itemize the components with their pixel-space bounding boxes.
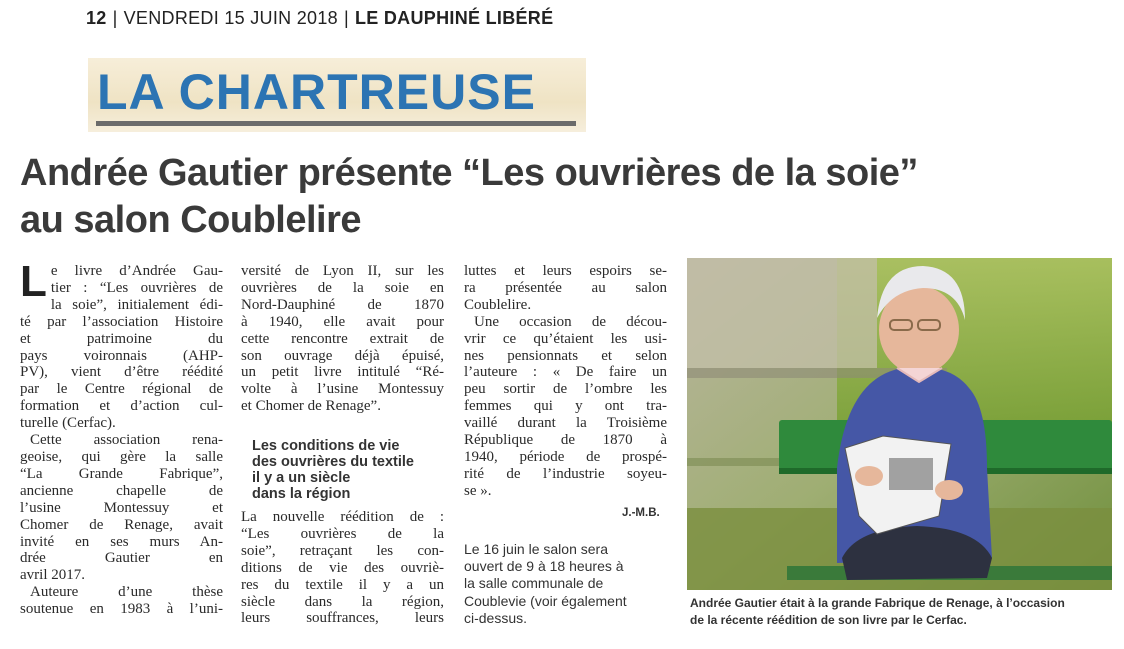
article-photo — [687, 258, 1112, 590]
text-line: son ouvrage déjà épuisé, — [241, 347, 444, 364]
text-line: avril 2017. — [20, 567, 85, 584]
event-info — [464, 541, 669, 627]
text-line: turelle (Cerfac). — [20, 415, 116, 432]
text-line: Cette association rena- — [30, 432, 223, 449]
text-line: Auteure d’une thèse — [30, 584, 223, 601]
text-line: la soie”, initialement édi- — [50, 296, 223, 313]
article-headline — [20, 150, 1020, 244]
article-column-1 — [20, 257, 223, 618]
text-line: soie”, retraçant les con- — [241, 542, 444, 559]
text-line: luttes et leurs espoirs se- — [464, 263, 667, 279]
publication-date: VENDREDI 15 JUIN 2018 — [123, 8, 338, 28]
text-line: Nord-Dauphiné de 1870 — [241, 296, 444, 313]
text-line: Coublelire. — [464, 296, 532, 313]
info-line: ouvert de 9 à 18 heures à — [464, 558, 624, 575]
text-line: vaillé durant la Troisième — [464, 415, 667, 432]
info-line: ci-dessus. — [464, 609, 528, 626]
text-line: tier : “Les ouvrières de — [50, 279, 223, 296]
drop-cap: L — [20, 257, 47, 306]
subheading-line: dans la région — [252, 486, 351, 502]
headline-line: Andrée Gautier présente “Les ouvrières de la soie” — [20, 152, 918, 194]
text-line: La nouvelle réédition de : — [241, 509, 444, 525]
page-number: 12 — [86, 8, 107, 28]
text-line: rité de l’industrie soyeu- — [464, 465, 667, 482]
photo-caption — [690, 595, 1110, 629]
text-line: PV), vient d’être réédité — [20, 364, 223, 381]
text-line: nes pensionnats et selon — [464, 347, 667, 364]
text-line: vrir ce qu’étaient les usi- — [464, 330, 667, 347]
text-line: République de 1870 à — [464, 432, 667, 449]
page-masthead — [86, 8, 553, 29]
section-underline — [96, 121, 576, 126]
text-line: ra présentée au salon — [464, 279, 667, 296]
info-line: Coublevie (voir également — [464, 592, 627, 609]
article-column-2-continued — [241, 509, 444, 627]
info-line: Le 16 juin le salon sera — [464, 541, 608, 557]
text-line: par le Centre régional de — [20, 381, 223, 398]
text-line: à 1940, elle avait pour — [241, 313, 444, 330]
section-title: LA CHARTREUSE — [97, 64, 536, 120]
text-line: et Chomer de Renage”. — [241, 398, 381, 415]
text-line: femmes qui y ont tra- — [464, 398, 667, 415]
text-line: 1940, période de prospé- — [464, 448, 667, 465]
text-line: cette rencontre extrait de — [241, 330, 444, 347]
headline-line: au salon Coublelire — [20, 199, 362, 241]
text-line: siècle dans la région, — [241, 593, 444, 610]
newspaper-name: LE DAUPHINÉ LIBÉRÉ — [354, 8, 554, 28]
text-line: invité en ses murs An- — [20, 533, 223, 550]
masthead-separator: | — [112, 8, 118, 28]
text-line: ancienne chapelle de — [20, 482, 223, 499]
text-line: “Les ouvrières de la — [241, 525, 444, 542]
text-line: et patrimoine du — [20, 330, 223, 347]
text-line: ouvrières de la soie en — [241, 279, 444, 296]
text-line: res du textile il y a un — [241, 576, 444, 593]
photo-illustration — [687, 258, 1112, 590]
text-line: geoise, qui gère la salle — [20, 448, 223, 465]
text-line: Chomer de Renage, avait — [20, 516, 223, 533]
text-line: “La Grande Fabrique”, — [20, 465, 223, 482]
text-line: soutenue en 1983 à l’uni- — [20, 601, 223, 618]
text-line: leurs souffrances, leurs — [241, 610, 444, 627]
text-line: l’usine Montessuy et — [20, 499, 223, 516]
text-line: formation et d’action cul- — [20, 398, 223, 415]
text-line: ditions de vie des ouvriè- — [241, 559, 444, 576]
text-line: volte à l’usine Montessuy — [241, 381, 444, 398]
text-line: drée Gautier en — [20, 550, 223, 567]
article-subheading — [252, 438, 452, 502]
text-line: un petit livre intitulé “Ré- — [241, 364, 444, 381]
text-line: Une occasion de décou- — [474, 313, 667, 330]
subheading-line: Les conditions de vie — [252, 438, 400, 454]
text-line: peu sortir de l’ombre les — [464, 381, 667, 398]
caption-line: de la récente réédition de son livre par le Cerfac. — [690, 613, 967, 627]
article-column-3 — [464, 263, 667, 500]
text-line: té par l’association Histoire — [20, 313, 223, 330]
text-line: l’auteure : « De faire un — [464, 364, 667, 381]
author-signature: J.-M.B. — [622, 507, 660, 519]
caption-line: Andrée Gautier était à la grande Fabrique de Renage, à l’occasion — [690, 596, 1065, 610]
text-line: pays voironnais (AHP- — [20, 347, 223, 364]
text-line: e livre d’Andrée Gau- — [50, 263, 223, 279]
info-line: la salle communale de — [464, 575, 604, 592]
text-line: se ». — [464, 482, 492, 499]
article-column-2 — [241, 263, 444, 415]
masthead-separator: | — [344, 8, 349, 28]
text-line: versité de Lyon II, sur les — [241, 263, 444, 279]
subheading-line: des ouvrières du textile — [252, 454, 414, 470]
subheading-line: il y a un siècle — [252, 470, 351, 486]
